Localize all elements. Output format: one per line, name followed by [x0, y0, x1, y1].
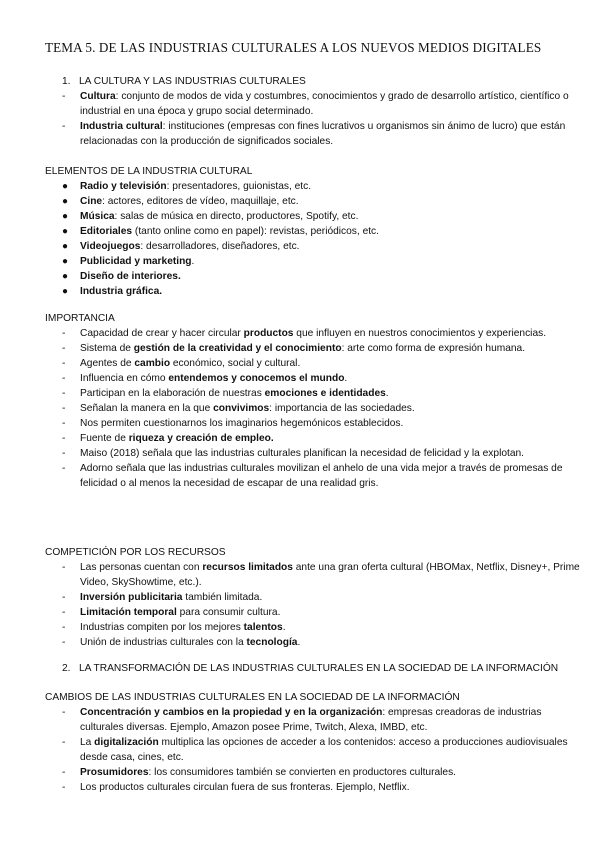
- section-2-heading: [62, 661, 582, 676]
- item-emphasis: Prosumidores: [80, 767, 149, 778]
- dash-marker: -: [62, 562, 66, 573]
- dash-marker: -: [62, 121, 66, 132]
- item-text: Capacidad de crear y hacer circular: [80, 328, 244, 339]
- item-term: Radio y televisión: [80, 181, 167, 192]
- bullet-marker: ●: [62, 181, 69, 192]
- competition-list: [62, 560, 582, 650]
- list-item: [62, 254, 582, 269]
- item-text: Participan en la elaboración de nuestras: [80, 388, 265, 399]
- item-text: Fuente de: [80, 433, 129, 444]
- list-item: [62, 401, 582, 416]
- item-term: Cultura: [80, 91, 116, 102]
- item-text: : presentadores, guionistas, etc.: [166, 181, 312, 192]
- dash-marker: -: [62, 328, 66, 339]
- item-term: Música: [80, 211, 115, 222]
- section-number: 1.: [62, 76, 71, 87]
- item-term: Cine: [80, 196, 103, 207]
- list-item: [62, 194, 582, 209]
- list-item: [62, 735, 582, 765]
- item-text: Los productos culturales circulan fuera de sus fronteras. Ejemplo, Netflix.: [80, 782, 410, 793]
- item-term: Diseño de interiores.: [80, 271, 181, 282]
- section-number: 2.: [62, 663, 71, 674]
- dash-marker: -: [62, 767, 66, 778]
- list-item: [62, 431, 582, 446]
- item-emphasis: convivimos: [213, 403, 270, 414]
- dash-marker: -: [62, 622, 66, 633]
- item-text: Las personas cuentan con: [80, 562, 203, 573]
- list-item: [62, 326, 582, 341]
- competition-heading: COMPETICIÓN POR LOS RECURSOS: [45, 547, 226, 558]
- item-emphasis: riqueza y creación de empleo.: [128, 433, 274, 444]
- item-text: : actores, editores de vídeo, maquillaje, etc.: [102, 196, 299, 207]
- dash-marker: -: [62, 91, 66, 102]
- bullet-marker: ●: [62, 256, 69, 267]
- item-emphasis: emociones e identidades: [264, 388, 386, 399]
- list-item: [62, 461, 582, 491]
- item-term: Industria gráfica.: [80, 286, 163, 297]
- list-item: [62, 605, 582, 620]
- list-item: [62, 119, 582, 149]
- section-title: LA TRANSFORMACIÓN DE LAS INDUSTRIAS CULTURALES EN LA SOCIEDAD DE LA INFORMACIÓN: [79, 663, 559, 674]
- dash-marker: -: [62, 592, 66, 603]
- item-term: Editoriales: [80, 226, 133, 237]
- bullet-marker: ●: [62, 271, 69, 282]
- list-item: [62, 416, 582, 431]
- item-text: Unión de industrias culturales con la: [80, 637, 247, 648]
- dash-marker: -: [62, 737, 66, 748]
- list-item: [62, 224, 582, 239]
- list-item: [62, 179, 582, 194]
- dash-marker: -: [62, 607, 66, 618]
- changes-list: [62, 705, 582, 795]
- item-text: Sistema de: [80, 343, 134, 354]
- item-text: : empresas creadoras de industrias culturales diversas. Ejemplo, Amazon posee Prime, Twitch, Alexa, IMBD, etc.: [80, 707, 542, 733]
- item-emphasis: gestión de la creatividad y el conocimiento: [133, 343, 342, 354]
- item-text: económico, social y cultural.: [170, 358, 301, 369]
- item-text: Adorno señala que las industrias culturales movilizan el anhelo de una vida mejor a través de promesas de felicidad o al menos la necesidad de escapar de una realidad gris.: [80, 463, 563, 489]
- item-text: Señalan la manera en la que: [80, 403, 214, 414]
- item-text: (tanto online como en papel): revistas, periódicos, etc.: [132, 226, 379, 237]
- changes-heading: CAMBIOS DE LAS INDUSTRIAS CULTURALES EN LA SOCIEDAD DE LA INFORMACIÓN: [45, 692, 460, 703]
- list-item: [62, 620, 582, 635]
- item-term: Industria cultural: [80, 121, 163, 132]
- item-emphasis: cambio: [134, 358, 171, 369]
- dash-marker: -: [62, 433, 66, 444]
- item-text: para consumir cultura.: [176, 607, 281, 618]
- list-item: [62, 635, 582, 650]
- bullet-marker: ●: [62, 226, 69, 237]
- importance-list: [62, 326, 582, 491]
- bullet-marker: ●: [62, 241, 69, 252]
- list-item: [62, 239, 582, 254]
- item-text: que influyen en nuestros conocimientos y experiencias.: [293, 328, 547, 339]
- item-emphasis: entendemos y conocemos el mundo: [168, 373, 345, 384]
- item-term: Videojuegos: [80, 241, 141, 252]
- item-emphasis: talentos: [243, 622, 283, 633]
- dash-marker: -: [62, 403, 66, 414]
- item-text: .: [282, 622, 286, 633]
- list-item: [62, 269, 582, 284]
- item-text: .: [191, 256, 195, 267]
- item-text: Agentes de: [80, 358, 135, 369]
- item-emphasis: Concentración y cambios en la propiedad y en la organización: [80, 707, 383, 718]
- item-emphasis: productos: [243, 328, 294, 339]
- item-text: : salas de música en directo, productores, Spotify, etc.: [114, 211, 359, 222]
- item-text: ante una gran oferta cultural (HBOMax, Netflix, Disney+, Prime Video, SkyShowtime, etc.).: [80, 562, 580, 588]
- bullet-marker: ●: [62, 286, 69, 297]
- list-item: [62, 341, 582, 356]
- bullet-marker: ●: [62, 211, 69, 222]
- list-item: [62, 284, 582, 299]
- item-emphasis: recursos limitados: [202, 562, 293, 573]
- item-emphasis: Limitación temporal: [80, 607, 177, 618]
- elements-list: [62, 179, 582, 299]
- list-item: [62, 209, 582, 224]
- list-item: [62, 371, 582, 386]
- list-item: [62, 446, 582, 461]
- item-text: Nos permiten cuestionarnos los imaginarios hegemónicos establecidos.: [80, 418, 404, 429]
- item-text: multiplica las opciones de acceder a los contenidos: acceso a producciones audiovisuales desde casa, cines, etc.: [80, 737, 568, 763]
- item-emphasis: digitalización: [94, 737, 159, 748]
- culture-definitions-list: [62, 89, 582, 149]
- dash-marker: -: [62, 358, 66, 369]
- item-text: .: [297, 637, 301, 648]
- list-item: [62, 356, 582, 371]
- section-title: LA CULTURA Y LAS INDUSTRIAS CULTURALES: [79, 76, 306, 87]
- list-item: [62, 560, 582, 590]
- item-text: : conjunto de modos de vida y costumbres, conocimientos y grado de desarrollo artístico, científico o industrial en una época y grupo social determinado.: [80, 91, 569, 117]
- item-text: .: [385, 388, 389, 399]
- item-text: : arte como forma de expresión humana.: [341, 343, 526, 354]
- item-text: también limitada.: [182, 592, 263, 603]
- dash-marker: -: [62, 637, 66, 648]
- bullet-marker: ●: [62, 196, 69, 207]
- item-text: Industrias compiten por los mejores: [80, 622, 244, 633]
- item-term: Publicidad y marketing: [80, 256, 192, 267]
- list-item: [62, 780, 582, 795]
- item-text: : importancia de las sociedades.: [269, 403, 415, 414]
- document-title: TEMA 5. DE LAS INDUSTRIAS CULTURALES A LOS NUEVOS MEDIOS DIGITALES: [45, 40, 542, 55]
- item-emphasis: tecnología: [246, 637, 298, 648]
- dash-marker: -: [62, 448, 66, 459]
- elements-heading: ELEMENTOS DE LA INDUSTRIA CULTURAL: [45, 166, 253, 177]
- item-text: : desarrolladores, diseñadores, etc.: [140, 241, 300, 252]
- dash-marker: -: [62, 463, 66, 474]
- item-text: : instituciones (empresas con fines lucrativos u organismos sin ánimo de lucro) que están relacionadas con la producción de significados sociales.: [80, 121, 566, 147]
- dash-marker: -: [62, 373, 66, 384]
- item-emphasis: Inversión publicitaria: [80, 592, 183, 603]
- list-item: [62, 89, 582, 119]
- item-text: La: [80, 737, 95, 748]
- list-item: [62, 590, 582, 605]
- section-1-heading: [62, 74, 582, 89]
- list-item: [62, 386, 582, 401]
- list-item: [62, 765, 582, 780]
- dash-marker: -: [62, 707, 66, 718]
- list-item: [62, 705, 582, 735]
- dash-marker: -: [62, 782, 66, 793]
- item-text: .: [344, 373, 348, 384]
- importance-heading: IMPORTANCIA: [45, 313, 115, 324]
- dash-marker: -: [62, 343, 66, 354]
- item-text: Maiso (2018) señala que las industrias culturales planifican la necesidad de felicidad y la explotan.: [80, 448, 524, 459]
- item-text: Influencia en cómo: [80, 373, 169, 384]
- item-text: : los consumidores también se convierten en productores culturales.: [148, 767, 456, 778]
- dash-marker: -: [62, 418, 66, 429]
- dash-marker: -: [62, 388, 66, 399]
